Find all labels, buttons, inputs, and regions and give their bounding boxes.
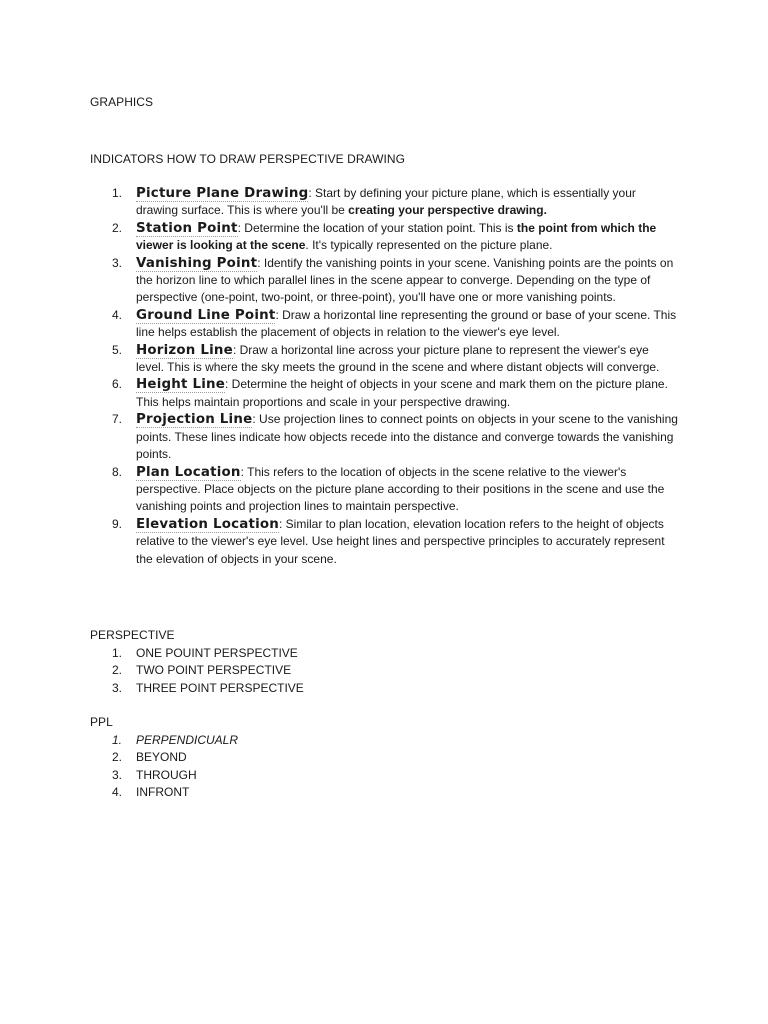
item-text: : Determine the location of your station point. This is <box>237 220 517 235</box>
ppl-list <box>90 732 680 802</box>
item-bold-text: creating your perspective drawing. <box>348 203 547 218</box>
list-item <box>90 784 680 801</box>
list-item <box>90 255 680 307</box>
list-number: 1. <box>112 186 123 200</box>
steps-list <box>90 185 680 568</box>
item-bold-text: the point from which the viewer is looking at the scene <box>136 220 657 253</box>
item-text-tail: . It's typically represented on the picture plane. <box>305 238 553 253</box>
item-text: PERPENDICUALR <box>136 733 239 747</box>
list-item <box>90 342 680 377</box>
list-number: 8. <box>112 464 123 479</box>
list-number: 2. <box>112 663 123 678</box>
item-text: THREE POINT PERSPECTIVE <box>136 680 304 695</box>
term-label: Horizon Line <box>136 342 233 358</box>
term-label: Picture Plane Drawing <box>136 186 309 201</box>
list-number: 1. <box>112 733 123 747</box>
list-item <box>90 749 680 766</box>
list-item <box>90 220 680 255</box>
list-item <box>90 645 680 662</box>
item-text: INFRONT <box>136 785 190 800</box>
term-label: Station Point <box>136 220 238 236</box>
ppl-heading: PPL <box>90 715 113 729</box>
list-item <box>90 516 680 568</box>
item-text: TWO POINT PERSPECTIVE <box>136 663 292 678</box>
item-text: BEYOND <box>136 750 187 765</box>
item-text: THROUGH <box>136 767 197 782</box>
list-item <box>90 376 680 411</box>
document-title: GRAPHICS <box>90 95 154 109</box>
list-item <box>90 767 680 784</box>
item-text: : Similar to plan location, elevation location refers to the height of objects relative to the viewer's eye level. Use height lines and perspective principles to accurately represent the elevation of objects in your scene. <box>136 516 665 566</box>
list-item <box>90 464 680 516</box>
term-label: Ground Line Point <box>136 307 276 323</box>
list-item <box>90 411 680 463</box>
list-number: 5. <box>112 342 123 357</box>
list-number: 6. <box>112 377 123 392</box>
list-number: 9. <box>112 516 123 531</box>
perspective-heading: PERSPECTIVE <box>90 628 175 642</box>
list-number: 2. <box>112 750 123 765</box>
list-item <box>90 307 680 342</box>
list-number: 3. <box>112 680 123 695</box>
list-number: 2. <box>112 220 123 235</box>
item-text: : Identify the vanishing points in your scene. Vanishing points are the points on the horizon line to which parallel lines in the scene appear to converge. Depending on the type of perspective (one-point, two-point, or three-point), you'll have one or more vanishing points. <box>136 255 674 305</box>
list-number: 1. <box>112 646 123 660</box>
list-item <box>90 680 680 697</box>
list-number: 4. <box>112 307 123 322</box>
list-number: 4. <box>112 785 123 800</box>
item-text: : Determine the height of objects in your scene and mark them on the picture plane. This helps maintain proportions and scale in your perspective drawing. <box>136 377 668 409</box>
list-number: 3. <box>112 767 123 782</box>
item-text: : Draw a horizontal line across your picture plane to represent the viewer's eye level. This is where the sky meets the ground in the scene and where distant objects will converge. <box>136 342 660 375</box>
term-label: Elevation Location <box>136 516 279 532</box>
list-number: 3. <box>112 255 123 270</box>
term-label: Height Line <box>136 377 225 393</box>
list-item <box>90 185 680 220</box>
perspective-list <box>90 645 680 697</box>
section-heading: INDICATORS HOW TO DRAW PERSPECTIVE DRAWING <box>90 152 406 166</box>
term-label: Projection Line <box>136 412 253 428</box>
item-text: : Start by defining your picture plane, which is essentially your drawing surface. This is where you'll be <box>136 186 636 218</box>
term-label: Vanishing Point <box>136 255 258 271</box>
list-item <box>90 732 680 749</box>
list-number: 7. <box>112 412 123 427</box>
item-text: ONE POUINT PERSPECTIVE <box>136 646 298 660</box>
item-text: : Use projection lines to connect points on objects in your scene to the vanishing points. These lines indicate how objects recede into the distance and converge towards the vanishing points. <box>136 412 678 462</box>
item-text: : This refers to the location of objects in the scene relative to the viewer's perspective. Place objects on the picture plane according to their positions in the scene and use the vanishing points and projection lines to maintain perspective. <box>136 464 665 514</box>
term-label: Plan Location <box>136 464 241 480</box>
list-item <box>90 662 680 679</box>
item-text: : Draw a horizontal line representing the ground or base of your scene. This line helps establish the placement of objects in relation to the viewer's eye level. <box>136 307 677 340</box>
